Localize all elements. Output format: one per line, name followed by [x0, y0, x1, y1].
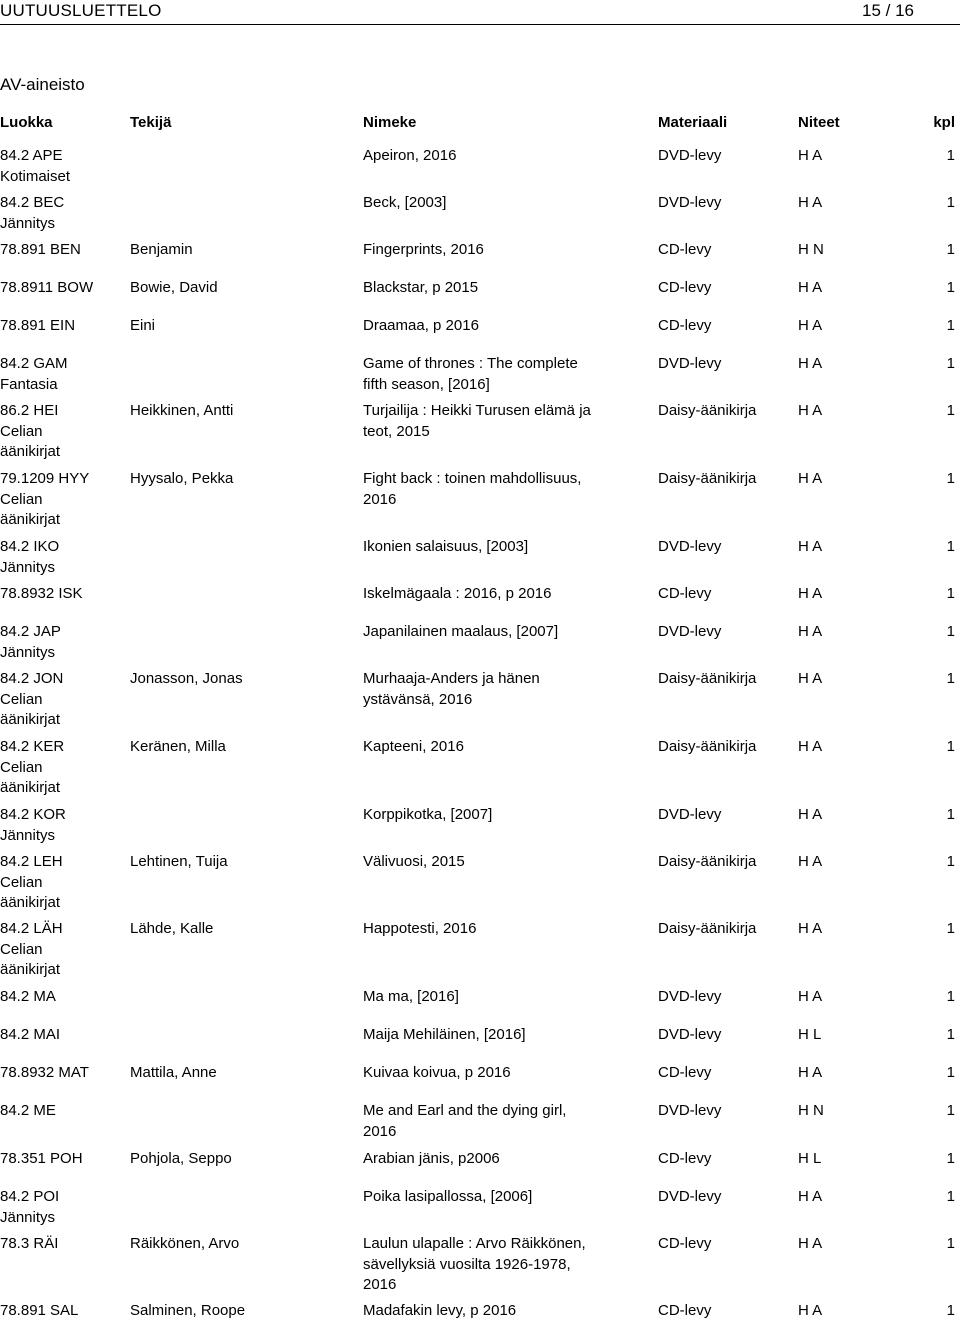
cell-luokka — [0, 193, 125, 234]
cell-niteet: H A — [798, 355, 823, 372]
cell-luokka — [0, 1187, 125, 1228]
cell-materiaali: Daisy-äänikirja — [658, 470, 757, 487]
cell-nimeke — [363, 1149, 643, 1170]
cell-kpl: 1 — [946, 470, 955, 487]
cell-luokka — [0, 278, 125, 299]
cell-niteet: H A — [798, 585, 823, 602]
cell-niteet: H L — [798, 1026, 822, 1043]
table-header — [0, 113, 960, 133]
cell-luokka-line: Jännitys — [0, 558, 56, 576]
cell-tekija: Salminen, Roope — [130, 1302, 246, 1319]
cell-luokka-line: 78.3 RÄI — [0, 1235, 59, 1252]
cell-luokka-line: Celian — [0, 873, 43, 891]
cell-kpl: 1 — [946, 147, 955, 164]
page-header — [0, 0, 960, 24]
cell-luokka — [0, 987, 125, 1008]
cell-tekija: Keränen, Milla — [130, 738, 226, 755]
cell-luokka — [0, 1101, 125, 1122]
cell-luokka-line: äänikirjat — [0, 443, 61, 460]
column-header-niteet: Niteet — [798, 114, 840, 131]
cell-niteet: H A — [798, 1302, 823, 1319]
cell-nimeke — [363, 469, 643, 510]
cell-niteet: H A — [798, 147, 823, 164]
cell-materiaali: Daisy-äänikirja — [658, 402, 757, 419]
cell-luokka-line: Jännitys — [0, 643, 56, 661]
cell-luokka — [0, 316, 125, 337]
cell-nimeke — [363, 852, 643, 873]
cell-kpl: 1 — [946, 355, 955, 372]
cell-kpl: 1 — [946, 1102, 955, 1119]
cell-nimeke — [363, 987, 643, 1008]
cell-materiaali: CD-levy — [658, 1302, 712, 1319]
cell-materiaali: DVD-levy — [658, 538, 722, 555]
cell-materiaali: DVD-levy — [658, 1102, 722, 1119]
cell-luokka-line: Jännitys — [0, 826, 56, 844]
cell-luokka-line: 84.2 JAP — [0, 623, 61, 640]
cell-materiaali: CD-levy — [658, 1150, 712, 1167]
cell-luokka-line: 84.2 APE — [0, 147, 63, 164]
cell-luokka-line: 84.2 ME — [0, 1102, 56, 1119]
cell-luokka — [0, 919, 125, 981]
cell-luokka-line: 84.2 JON — [0, 670, 64, 687]
cell-luokka — [0, 1063, 125, 1084]
cell-luokka-line: Celian — [0, 940, 43, 958]
cell-materiaali: CD-levy — [658, 241, 712, 258]
cell-tekija: Bowie, David — [130, 279, 218, 296]
cell-kpl: 1 — [946, 538, 955, 555]
cell-materiaali: DVD-levy — [658, 623, 722, 640]
cell-kpl: 1 — [946, 806, 955, 823]
cell-niteet: H A — [798, 538, 823, 555]
cell-nimeke — [363, 193, 643, 214]
cell-luokka-line: 78.891 EIN — [0, 317, 76, 334]
cell-nimeke — [363, 354, 643, 395]
cell-kpl: 1 — [946, 623, 955, 640]
cell-nimeke-line: teot, 2015 — [363, 422, 430, 440]
cell-nimeke-line: Blackstar, p 2015 — [363, 279, 479, 296]
cell-materiaali: Daisy-äänikirja — [658, 853, 757, 870]
cell-luokka-line: 78.891 SAL — [0, 1302, 79, 1319]
cell-nimeke — [363, 1301, 643, 1322]
cell-tekija: Räikkönen, Arvo — [130, 1235, 240, 1252]
cell-kpl: 1 — [946, 1188, 955, 1205]
cell-nimeke — [363, 1187, 643, 1208]
cell-nimeke — [363, 1101, 643, 1142]
cell-luokka — [0, 1025, 125, 1046]
cell-kpl: 1 — [946, 853, 955, 870]
cell-tekija: Lehtinen, Tuija — [130, 853, 228, 870]
cell-niteet: H L — [798, 1150, 822, 1167]
cell-luokka-line: 78.8932 MAT — [0, 1064, 89, 1081]
cell-nimeke — [363, 669, 643, 710]
cell-materiaali: DVD-levy — [658, 147, 722, 164]
cell-nimeke — [363, 737, 643, 758]
cell-nimeke-line: Happotesti, 2016 — [363, 920, 477, 937]
column-header-luokka: Luokka — [0, 114, 53, 131]
cell-luokka-line: Kotimaiset — [0, 167, 71, 185]
cell-luokka-line: Jännitys — [0, 1208, 56, 1226]
cell-luokka — [0, 669, 125, 731]
column-header-materiaali: Materiaali — [658, 114, 728, 131]
cell-luokka — [0, 737, 125, 799]
cell-luokka-line: 84.2 MA — [0, 988, 56, 1005]
cell-luokka — [0, 1149, 125, 1170]
cell-materiaali: Daisy-äänikirja — [658, 738, 757, 755]
cell-nimeke-line: Kapteeni, 2016 — [363, 738, 464, 755]
cell-luokka-line: äänikirjat — [0, 894, 61, 911]
cell-nimeke-line: 2016 — [363, 1122, 397, 1140]
cell-kpl: 1 — [946, 279, 955, 296]
cell-tekija: Heikkinen, Antti — [130, 402, 234, 419]
cell-niteet: H A — [798, 317, 823, 334]
cell-niteet: H A — [798, 470, 823, 487]
cell-luokka — [0, 1234, 125, 1255]
column-header-kpl: kpl — [933, 114, 955, 131]
cell-nimeke-line: Game of thrones : The complete — [363, 355, 578, 372]
cell-kpl: 1 — [946, 402, 955, 419]
cell-materiaali: DVD-levy — [658, 988, 722, 1005]
cell-niteet: H A — [798, 194, 823, 211]
cell-luokka-line: 78.891 BEN — [0, 241, 81, 258]
cell-nimeke-line: fifth season, [2016] — [363, 375, 490, 393]
cell-kpl: 1 — [946, 1150, 955, 1167]
cell-niteet: H N — [798, 1102, 824, 1119]
cell-luokka — [0, 622, 125, 663]
cell-nimeke-line: 2016 — [363, 490, 397, 508]
cell-niteet: H A — [798, 1188, 823, 1205]
cell-luokka-line: äänikirjat — [0, 961, 61, 978]
cell-nimeke-line: Ikonien salaisuus, [2003] — [363, 538, 529, 555]
cell-luokka-line: 84.2 LÄH — [0, 920, 63, 937]
page-number: 15 / 16 — [862, 1, 914, 20]
header-divider — [0, 24, 960, 25]
cell-tekija: Hyysalo, Pekka — [130, 470, 234, 487]
cell-niteet: H A — [798, 1064, 823, 1081]
cell-luokka — [0, 469, 125, 531]
cell-luokka — [0, 852, 125, 914]
cell-nimeke-line: Laulun ulapalle : Arvo Räikkönen, — [363, 1235, 586, 1252]
cell-nimeke-line: Japanilainen maalaus, [2007] — [363, 623, 559, 640]
cell-kpl: 1 — [946, 241, 955, 258]
cell-luokka-line: äänikirjat — [0, 511, 61, 528]
cell-luokka — [0, 354, 125, 395]
cell-luokka-line: 84.2 GAM — [0, 355, 68, 372]
cell-tekija: Mattila, Anne — [130, 1064, 217, 1081]
cell-niteet: H A — [798, 738, 823, 755]
cell-luokka-line: 84.2 BEC — [0, 194, 65, 211]
cell-materiaali: Daisy-äänikirja — [658, 670, 757, 687]
cell-luokka — [0, 1301, 125, 1322]
column-header-nimeke: Nimeke — [363, 114, 417, 131]
cell-nimeke-line: Maija Mehiläinen, [2016] — [363, 1026, 526, 1043]
cell-materiaali: DVD-levy — [658, 1188, 722, 1205]
cell-nimeke-line: Me and Earl and the dying girl, — [363, 1102, 567, 1119]
cell-luokka — [0, 401, 125, 463]
cell-niteet: H A — [798, 1235, 823, 1252]
cell-luokka — [0, 584, 125, 605]
cell-nimeke — [363, 1063, 643, 1084]
cell-nimeke — [363, 1234, 643, 1296]
cell-nimeke-line: Välivuosi, 2015 — [363, 853, 465, 870]
cell-materiaali: CD-levy — [658, 317, 712, 334]
cell-luokka — [0, 537, 125, 578]
cell-kpl: 1 — [946, 1026, 955, 1043]
cell-kpl: 1 — [946, 670, 955, 687]
cell-luokka — [0, 146, 125, 187]
cell-nimeke-line: Madafakin levy, p 2016 — [363, 1302, 517, 1319]
cell-niteet: H A — [798, 402, 823, 419]
cell-luokka-line: 84.2 KOR — [0, 806, 66, 823]
cell-nimeke-line: Fight back : toinen mahdollisuus, — [363, 470, 582, 487]
cell-nimeke-line: Turjailija : Heikki Turusen elämä ja — [363, 402, 591, 419]
cell-niteet: H A — [798, 623, 823, 640]
cell-kpl: 1 — [946, 317, 955, 334]
cell-luokka-line: Jännitys — [0, 214, 56, 232]
cell-materiaali: DVD-levy — [658, 806, 722, 823]
cell-luokka-line: 79.1209 HYY — [0, 470, 90, 487]
cell-nimeke — [363, 146, 643, 167]
cell-nimeke-line: Korppikotka, [2007] — [363, 806, 493, 823]
cell-nimeke-line: Poika lasipallossa, [2006] — [363, 1188, 533, 1205]
cell-nimeke — [363, 401, 643, 442]
cell-materiaali: Daisy-äänikirja — [658, 920, 757, 937]
cell-niteet: H A — [798, 853, 823, 870]
cell-luokka-line: äänikirjat — [0, 711, 61, 728]
cell-luokka — [0, 240, 125, 261]
cell-tekija: Eini — [130, 317, 156, 334]
cell-luokka-line: Celian — [0, 490, 43, 508]
cell-luokka-line: 84.2 KER — [0, 738, 65, 755]
cell-nimeke — [363, 278, 643, 299]
cell-kpl: 1 — [946, 585, 955, 602]
cell-nimeke — [363, 622, 643, 643]
cell-nimeke — [363, 919, 643, 940]
cell-luokka-line: äänikirjat — [0, 779, 61, 796]
cell-nimeke — [363, 537, 643, 558]
cell-luokka-line: Celian — [0, 422, 43, 440]
document-title: UUTUUSLUETTELO — [0, 1, 162, 20]
cell-luokka-line: 86.2 HEI — [0, 402, 59, 419]
section-title: AV-aineisto — [0, 75, 85, 94]
cell-nimeke-line: Arabian jänis, p2006 — [363, 1150, 500, 1167]
cell-kpl: 1 — [946, 920, 955, 937]
cell-niteet: H A — [798, 279, 823, 296]
cell-niteet: H N — [798, 241, 824, 258]
cell-nimeke-line: Fingerprints, 2016 — [363, 241, 484, 258]
cell-materiaali: CD-levy — [658, 279, 712, 296]
cell-materiaali: CD-levy — [658, 1235, 712, 1252]
cell-niteet: H A — [798, 988, 823, 1005]
cell-tekija: Jonasson, Jonas — [130, 670, 243, 687]
cell-luokka-line: Fantasia — [0, 375, 58, 393]
cell-nimeke — [363, 805, 643, 826]
cell-kpl: 1 — [946, 1302, 955, 1319]
cell-materiaali: DVD-levy — [658, 355, 722, 372]
cell-niteet: H A — [798, 670, 823, 687]
cell-tekija: Lähde, Kalle — [130, 920, 214, 937]
cell-nimeke — [363, 240, 643, 261]
cell-luokka-line: 78.8932 ISK — [0, 585, 83, 602]
cell-luokka — [0, 805, 125, 846]
cell-materiaali: CD-levy — [658, 1064, 712, 1081]
cell-luokka-line: 84.2 MAI — [0, 1026, 61, 1043]
cell-tekija: Pohjola, Seppo — [130, 1150, 232, 1167]
cell-kpl: 1 — [946, 194, 955, 211]
cell-luokka-line: 84.2 LEH — [0, 853, 63, 870]
cell-nimeke-line: sävellyksiä vuosilta 1926-1978, — [363, 1255, 571, 1273]
cell-luokka-line: 78.351 POH — [0, 1150, 83, 1167]
cell-luokka-line: 78.8911 BOW — [0, 279, 94, 296]
cell-niteet: H A — [798, 806, 823, 823]
cell-nimeke-line: Iskelmägaala : 2016, p 2016 — [363, 585, 552, 602]
cell-materiaali: DVD-levy — [658, 1026, 722, 1043]
cell-nimeke-line: Apeiron, 2016 — [363, 147, 457, 164]
cell-luokka-line: 84.2 POI — [0, 1188, 60, 1205]
cell-nimeke-line: 2016 — [363, 1276, 397, 1293]
cell-nimeke-line: Beck, [2003] — [363, 194, 447, 211]
cell-luokka-line: Celian — [0, 690, 43, 708]
cell-nimeke-line: Murhaaja-Anders ja hänen — [363, 670, 540, 687]
cell-kpl: 1 — [946, 988, 955, 1005]
cell-kpl: 1 — [946, 1064, 955, 1081]
cell-niteet: H A — [798, 920, 823, 937]
cell-nimeke — [363, 316, 643, 337]
cell-luokka-line: Celian — [0, 758, 43, 776]
cell-nimeke-line: ystävänsä, 2016 — [363, 690, 473, 708]
cell-nimeke — [363, 1025, 643, 1046]
cell-nimeke-line: Ma ma, [2016] — [363, 988, 459, 1005]
column-header-tekija: Tekijä — [130, 114, 172, 131]
cell-materiaali: DVD-levy — [658, 194, 722, 211]
cell-luokka-line: 84.2 IKO — [0, 538, 60, 555]
cell-tekija: Benjamin — [130, 241, 193, 258]
cell-nimeke-line: Draamaa, p 2016 — [363, 317, 479, 334]
cell-kpl: 1 — [946, 1235, 955, 1252]
cell-kpl: 1 — [946, 738, 955, 755]
cell-nimeke — [363, 584, 643, 605]
cell-nimeke-line: Kuivaa koivua, p 2016 — [363, 1064, 511, 1081]
cell-materiaali: CD-levy — [658, 585, 712, 602]
